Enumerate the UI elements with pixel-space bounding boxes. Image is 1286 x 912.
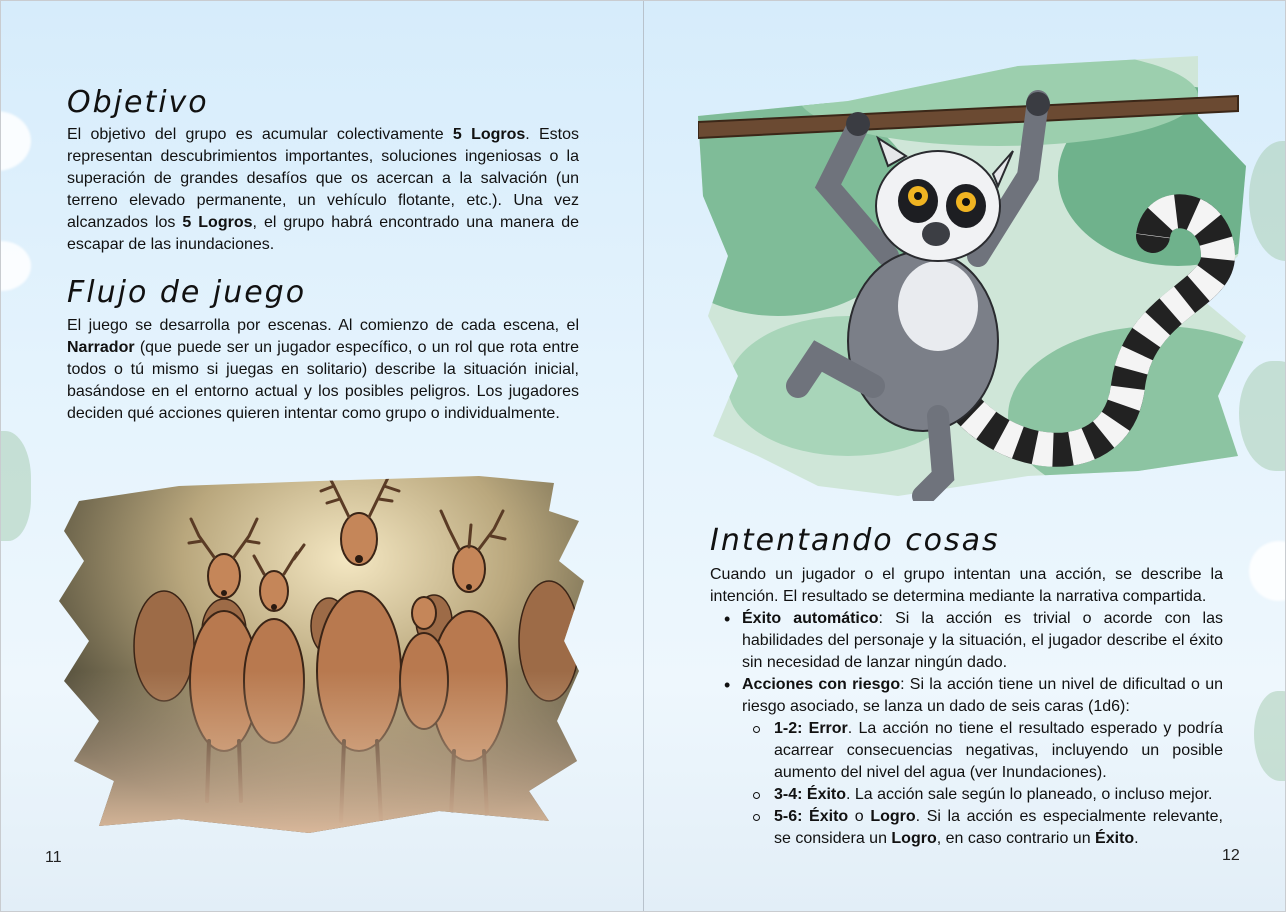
paragraph-objetivo: El objetivo del grupo es acumular colectivamente 5 Logros. Estos representan descubrimientos importantes, soluciones ingeniosas o la superación de grandes desafíos que os acercan a la salvación (un terreno elevado permanente, un vehículo flotante, etc.). Una vez alcanzados los 5 Logros, el grupo habrá encontrado una manera de escapar de las inundaciones. [67,126,580,253]
bullet-list [710,608,1223,850]
list-item: • Acciones con riesgo: Si la acción tiene un nivel de dificultad o un riesgo asociado, se lanza un dado de seis caras (1d6): 1-2: Error. La acción no tiene el resultado esperado y podría acarrear consecuencias negativas, incluyendo un posible aumento del nivel del agua (ver Inundaciones). 3-4: Éxito. La acción sale según lo planeado, o incluso mejor. 5-6: Éxito o Logro. Si la acción es especialmente relevante, se considera un Logro, en caso contrario un Éxito. [710,674,1223,850]
deer-herd-illustration [59,441,584,833]
cloud-decoration [1249,541,1286,601]
sub-list-item: 3-4: Éxito. La acción sale según lo planeado, o incluso mejor. [742,784,1223,806]
right-page [644,1,1286,912]
sub-list-item: 5-6: Éxito o Logro. Si la acción es especialmente relevante, se considera un Logro, en caso contrario un Éxito. [742,806,1223,850]
tree-decoration [1249,141,1286,261]
lemur-illustration [698,56,1246,501]
left-page [1,1,643,912]
heading-objetivo: Objetivo [67,85,209,120]
section-intentando-cosas [710,564,1223,850]
paragraph-flujo-de-juego: El juego se desarrolla por escenas. Al comienzo de cada escena, el Narrador (que puede ser un jugador específico, o un rol que rota entre todos o tú mismo si juegas en solitario) describe la situación inicial, basándose en el entorno actual y los posibles peligros. Los jugadores deciden qué acciones quieren intentar como grupo o individualmente. [67,317,579,422]
heading-flujo-de-juego: Flujo de juego [67,275,307,310]
list-item: • Éxito automático: Si la acción es trivial o acorde con las habilidades del personaje y la situación, el jugador describe el éxito sin necesidad de lanzar ningún dado. [710,608,1223,674]
page-number: 11 [45,849,62,866]
tree-decoration [1239,361,1286,471]
cloud-decoration [1,111,31,171]
sub-list-item: 1-2: Error. La acción no tiene el resultado esperado y podría acarrear consecuencias negativas, incluyendo un posible aumento del nivel del agua (ver Inundaciones). [742,718,1223,784]
heading-intentando-cosas: Intentando cosas [710,523,1000,558]
cloud-decoration [1,241,31,291]
tree-decoration [1,431,31,541]
paragraph-intro: Cuando un jugador o el grupo intentan una acción, se describe la intención. El resultado se determina mediante la narrativa compartida. [710,566,1223,605]
tree-decoration [1254,691,1286,781]
page-number: 12 [1222,847,1240,864]
sub-list [742,718,1223,850]
